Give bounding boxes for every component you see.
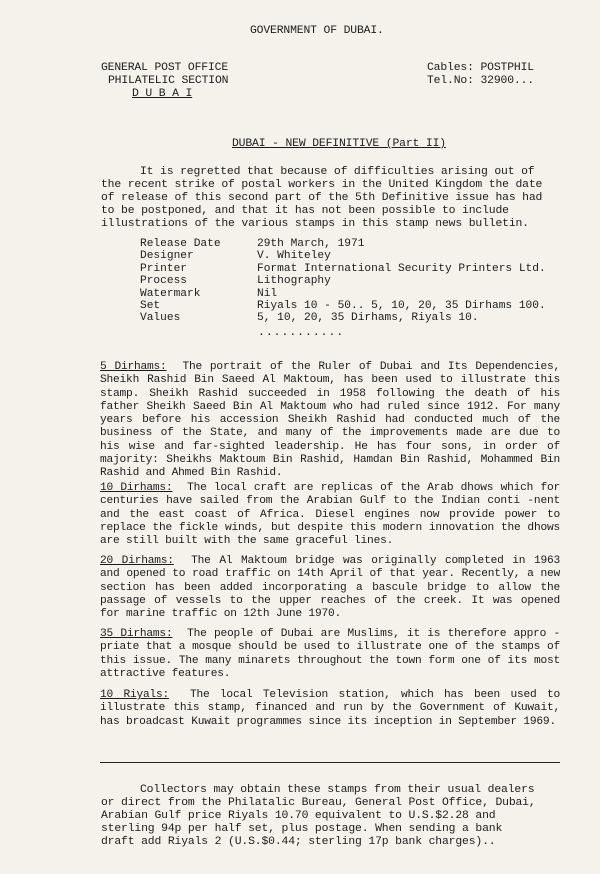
intro-line: to be postponed, and that it has not been possible to include [101,205,509,217]
section-heading: 5 Dirhams: [100,361,167,373]
detail-row [140,288,546,300]
footer-line: sterling 94p per half set, plus postage. When sending a bank [101,823,503,835]
section-heading: 35 Dirhams: [100,628,173,640]
detail-value: 29th March, 1971 [257,238,365,250]
detail-value: Format International Security Printers Ltd. [257,262,546,275]
footer-line: or direct from the Philatalic Bureau, General Post Office, Dubai, [101,797,536,809]
detail-label: Designer [140,250,194,263]
footer-line: Arabian Gulf price Riyals 10.70 equivalent to U.S.$2.28 and [101,810,496,822]
detail-value: Nil [257,287,278,300]
section-10-riyals [100,689,560,729]
separator-dots: ........... [258,327,345,339]
section-heading: 10 Riyals: [100,689,170,701]
section-text: The portrait of the Ruler of Dubai and Its Dependencies, Sheikh Rashid Bin Saeed Al Maktoum, has been used to illustrate this stamp. Sheikh Rashid succeeded in 1958 following the death of his father Sheikh Saeed Bin Al Maktoum who had ruled since 1912. For many years before his accession Sheikh Rashid had conducted much of the business of the State, and many of the improvements made are due to his wise and far-sighted leadership. He has four sons, in order of majority: Sheikhs Maktoum Bin Rashid, Hamdan Bin Rashid, Mohammed Bin Rashid and Ahmed Bin Rashid. [100,361,560,480]
document-title: DUBAI - NEW DEFINITIVE (Part II) [232,138,446,150]
detail-value: Riyals 10 - 50.. 5, 10, 20, 35 Dirhams 100. [257,300,546,313]
section-text: The local craft are replicas of the Arab dhows which for centuries have sailed from the Arabian Gulf to the Indian conti -nent and the east coast of Africa. Diesel engines now provide power to replace the fickle winds, but despite this modern innovation the dhows are still built with the same graceful lines. [100,482,560,548]
detail-row [140,238,546,250]
cables-line: Cables: POSTPHIL [427,62,534,74]
section-heading: 20 Dirhams: [100,555,174,567]
divider-line [100,762,560,763]
detail-label: Watermark [140,287,201,300]
intro-line: illustrations of the various stamps in this stamp news bulletin. [101,218,529,230]
detail-row [140,250,546,262]
detail-row [140,300,546,312]
footer-line: draft add Riyals 2 (U.S.$0.44; sterling 17p bank charges).. [101,836,496,848]
government-heading: GOVERNMENT OF DUBAI. [250,25,384,37]
detail-value: Lithography [257,275,331,288]
detail-label: Values [140,312,181,325]
detail-label: Release Date [140,238,221,250]
issue-details [140,238,546,325]
detail-row [140,263,546,275]
intro-line: It is regretted that because of difficulties arising out of [140,166,535,178]
intro-line: of release of this second part of the 5th Definitive issue has had [101,192,543,204]
section-10-dirhams [100,482,560,548]
section-35-dirhams [100,628,560,681]
detail-value: 5, 10, 20, 35 Dirhams, Riyals 10. [257,312,479,325]
detail-label: Process [140,275,187,288]
footer-line: Collectors may obtain these stamps from their usual dealers [140,784,535,796]
intro-line: the recent strike of postal workers in the United Kingdom the date [101,179,543,191]
detail-value: V. Whiteley [257,250,331,263]
office-line-2: PHILATELIC SECTION [108,75,229,87]
section-20-dirhams [100,555,560,621]
section-heading: 10 Dirhams: [100,482,173,494]
section-text: The people of Dubai are Muslims, it is therefore appro -priate that a mosque should be used to illustrate one of the stamps of this issue. The many minarets throughout the town form one of its most attractive features. [100,628,560,680]
section-text: The Al Maktoum bridge was originally completed in 1963 and opened to road traffic on 14th April of that year. Recently, a new section has been added incorporating a bascule bridge to allow the passage of vessels to the upper reaches of the creek. It was opened for marine traffic on 12th June 1970. [100,555,561,621]
section-5-dirhams [100,361,560,481]
office-line-1: GENERAL POST OFFICE [101,62,229,74]
detail-row [140,312,546,324]
detail-row [140,275,546,287]
office-line-3: D U B A I [132,88,193,100]
tel-line: Tel.No: 32900... [427,75,534,87]
detail-label: Printer [140,262,187,275]
section-text: The local Television station, which has been used to illustrate this stamp, financed and run by the Government of Kuwait, has broadcast Kuwait programmes since its inception in September 1969. [100,689,560,728]
detail-label: Set [140,300,161,313]
